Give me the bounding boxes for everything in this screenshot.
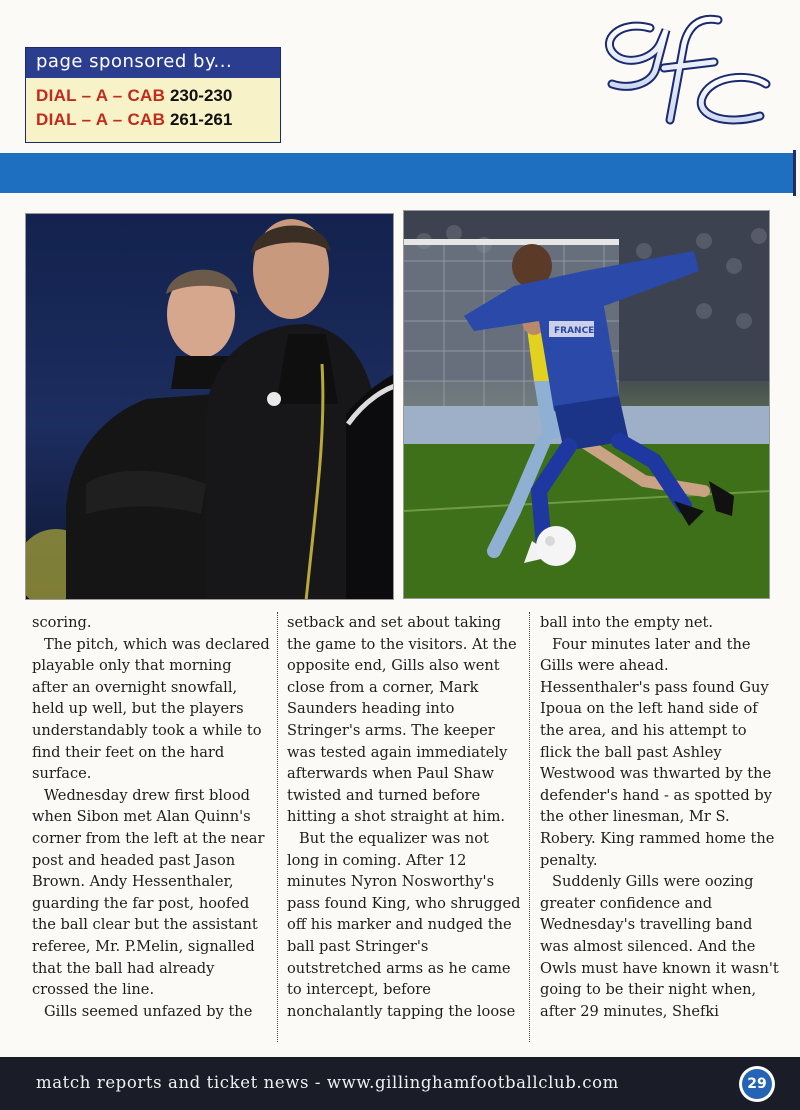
paragraph: Suddenly Gills were oozing greater confidence and Wednesday's travelling band was almost silenced. And the Owls must have known it wasn't going to be their night when, after 29 minutes, Shefki (540, 873, 779, 1020)
sponsor-heading: page sponsored by... (26, 48, 280, 78)
article-column-3 (540, 612, 780, 1022)
managers-illustration (26, 214, 394, 600)
article-column-2 (287, 612, 525, 1022)
club-badge-icon (267, 392, 281, 406)
paragraph: scoring. (32, 614, 92, 631)
page-number: 29 (742, 1069, 772, 1099)
sponsor-line-1 (26, 84, 280, 108)
footer-text: match reports and ticket news - www.gillinghamfootballclub.com (36, 1073, 619, 1092)
paragraph: The pitch, which was declared playable only that morning after an overnight snowfall, held up well, but the players understandably took a while to find their feet on the hard surface. (32, 635, 270, 783)
paragraph: Gills seemed unfazed by the (44, 1002, 253, 1020)
paragraph: ball into the empty net. (540, 614, 714, 631)
photo-managers (25, 213, 394, 600)
article-column-1 (32, 612, 270, 1022)
sponsor-brand-1: DIAL – A – CAB (36, 86, 166, 105)
gfc-logo-icon (590, 10, 780, 140)
sponsor-box (25, 47, 281, 143)
sponsor-number-2: 261-261 (169, 110, 233, 129)
header-band (0, 153, 793, 193)
match-action-illustration (404, 211, 770, 599)
column-divider-2 (529, 612, 530, 1042)
shirt-sponsor-text: FRANCE (554, 326, 595, 336)
paragraph: Four minutes later and the Gills were ahead. Hessenthaler's pass found Guy Ipoua on the left hand side of the area, and his attempt to flick the ball past Ashley Westwood was thwarted by the defender's hand - as spotted by the other linesman, Mr S. Robery. King rammed home the penalty. (540, 635, 775, 869)
sponsor-number-1: 230-230 (169, 86, 233, 105)
paragraph: But the equalizer was not long in coming. After 12 minutes Nyron Nosworthy's pass found King, who shrugged off his marker and nudged the ball past Stringer's outstretched arms as he came to intercept, before nonchalantly tapping the loose (287, 829, 521, 1020)
header-band-edge (793, 150, 796, 196)
paragraph: Wednesday drew first blood when Sibon met Alan Quinn's corner from the left at the near post and headed past Jason Brown. Andy Hessenthaler, guarding the far post, hoofed the ball clear but the assistant referee, Mr. P.Melin, signalled that the ball had already crossed the line. (32, 786, 265, 999)
sponsor-line-2 (26, 108, 280, 132)
column-divider-1 (277, 612, 278, 1042)
photo-match-action (403, 210, 770, 599)
page-number-badge (739, 1066, 775, 1102)
sponsor-brand-2: DIAL – A – CAB (36, 110, 166, 129)
club-logo (590, 10, 780, 140)
paragraph: setback and set about taking the game to the visitors. At the opposite end, Gills also went close from a corner, Mark Saunders heading into Stringer's arms. The keeper was tested again immediately afterwards when Paul Shaw twisted and turned before hitting a shot straight at him. (287, 614, 517, 826)
